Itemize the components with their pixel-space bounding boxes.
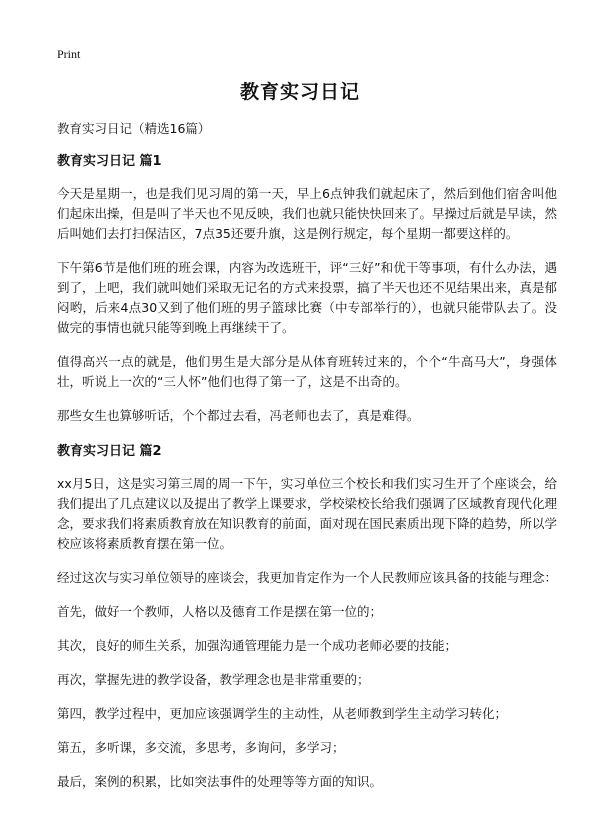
section-1	[57, 152, 557, 426]
section-2	[57, 442, 557, 792]
section-heading: 教育实习日记 篇2	[57, 444, 162, 459]
paragraph: 最后，案例的积累，比如突法事件的处理等等方面的知识。	[57, 774, 383, 789]
document-body	[57, 119, 557, 806]
paragraph: 第五，多听课，多交流，多思考，多询问，多学习；	[57, 740, 345, 755]
paragraph: 经过这次与实习单位领导的座谈会，我更加肯定作为一个人民教师应该具备的技能与理念：	[57, 570, 558, 585]
paragraph: 下午第6节是他们班的班会课，内容为改选班干，评“三好”和优干等事项，有什么办法，遇到了，上吧，我们就叫她们采取无记名的方式来投票，搞了半天也还不见结果出来，真是郁闷哟，后来4点30又到了他们班的男子篮球比赛（中专部举行的），也就只能带队去了。没做完的事情也就只能等到晚上再继续干了。	[57, 260, 558, 335]
section-heading: 教育实习日记 篇1	[57, 154, 162, 169]
paragraph: 今天是星期一，也是我们见习周的第一天，早上6点钟我们就起床了，然后到他们宿舍叫他们起床出操，但是叫了半天也不见反映，我们也就只能快快回来了。早操过后就是早读，然后叫她们去打扫保洁区，7点35还要升旗，这是例行规定，每个星期一都要这样的。	[57, 186, 558, 241]
paragraph: 首先，做好一个教师，人格以及德育工作是摆在第一位的；	[57, 604, 383, 619]
document-subtitle: 教育实习日记（精选16篇）	[57, 121, 211, 136]
paragraph: 值得高兴一点的就是，他们男生是大部分是从体育班转过来的，个个“牛高马大”，身强体壮，听说上一次的“三人怀”他们也得了第一了，这是不出奇的。	[57, 354, 557, 389]
paragraph: xx月5日，这是实习第三周的周一下午，实习单位三个校长和我们实习生开了个座谈会，给我们提出了几点建议以及提出了教学上课要求，学校梁校长给我们强调了区域教育现代化理念，要求我们将素质教育放在知识教育的前面，面对现在国民素质出现下降的趋势，所以学校应该将素质教育摆在第一位。	[57, 476, 558, 551]
paragraph: 其次，良好的师生关系，加强沟通管理能力是一个成功老师必要的技能；	[57, 638, 458, 653]
print-link[interactable]: Print	[57, 47, 81, 61]
paragraph: 第四，教学过程中，更加应该强调学生的主动性，从老师教到学生主动学习转化；	[57, 706, 508, 721]
page-title: 教育实习日记	[239, 81, 360, 103]
paragraph: 那些女生也算够听话，个个都过去看，冯老师也去了，真是难得。	[57, 408, 420, 423]
paragraph: 再次，掌握先进的教学设备，教学理念也是非常重要的；	[57, 672, 370, 687]
